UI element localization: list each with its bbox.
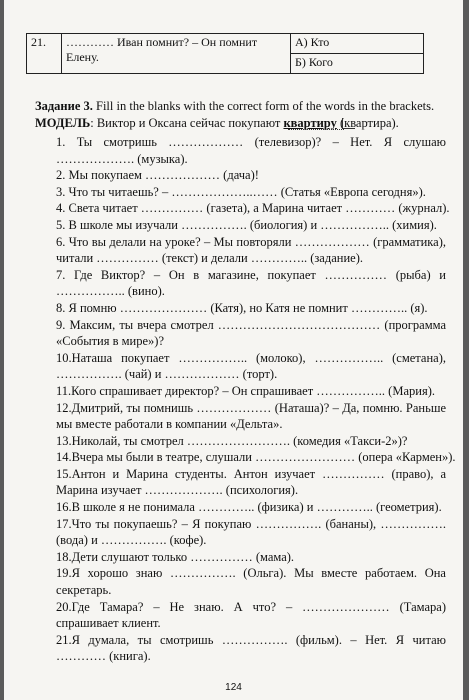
list-item: 5. В школе мы изучали ……………. (биология) и …………….. (химия). — [56, 217, 437, 232]
list-item: 12.Дмитрий, ты помнишь ……………… (Наташа)? – Да, помню. Раньше мы вместе работали в компании «Дельта». — [56, 400, 446, 432]
list-item: 16.В школе я не понимала ………….. (физика) и ………….. (геометрия). — [56, 500, 442, 515]
table-row — [27, 34, 424, 54]
list-item: 21.Я думала, ты смотришь ……………. (фильм). – Нет. Я читаю ………… (книга). — [56, 632, 446, 664]
model-label: МОДЕЛЬ — [35, 116, 91, 130]
task-instruction: Fill in the blanks with the correct form of the words in the brackets. — [96, 99, 435, 113]
list-item: 9. Максим, ты вчера смотрел ………………………………… (программа «События в мире»)? — [56, 317, 446, 349]
textbook-page — [4, 0, 463, 700]
task-heading — [35, 98, 445, 132]
question-number: 21. — [27, 34, 62, 74]
model-arrow-icon — [342, 118, 355, 129]
task-title-line — [35, 98, 445, 115]
list-item: 4. Света читает …………… (газета), а Марина читает ………… (журнал). — [56, 201, 450, 216]
page-number: 124 — [225, 682, 242, 693]
option-a: А) Кто — [291, 34, 424, 54]
exercise-list — [56, 134, 456, 665]
list-item: 14.Вчера мы были в театре, слушали …………………… (опера «Кармен»). — [56, 450, 456, 465]
list-item: 19.Я хорошо знаю ……………. (Ольга). Мы вместе работаем. Она секретарь. — [56, 566, 446, 598]
option-b: Б) Кого — [291, 54, 424, 74]
list-item: 2. Мы покупаем ……………… (дача)! — [56, 168, 259, 183]
model-dotted-underline — [288, 129, 344, 130]
model-line — [35, 115, 445, 132]
task-title: Задание 3. — [35, 99, 93, 113]
list-item: 13.Николай, ты смотрел ……………………. (комедия «Такси-2»)? — [56, 433, 408, 448]
list-item: 6. Что вы делали на уроке? – Мы повторяли ……………… (грамматика), читали …………… (текст) и делали ………….. (задание). — [56, 234, 446, 266]
model-answer: квартиру — [283, 116, 337, 130]
list-item: 10.Наташа покупает …………….. (молоко), …………….. (сметана), ……………. (чай) и ……………… (торт). — [56, 350, 446, 382]
list-item: 11.Кого спрашивает директор? – Он спрашивает …………….. (Мария). — [56, 383, 435, 398]
answer-table — [26, 33, 424, 74]
model-text-before: : Виктор и Оксана сейчас покупают — [90, 116, 284, 130]
list-item: 17.Что ты покупаешь? – Я покупаю ……………. (бананы), ……………. (вода) и ……………. (кофе). — [56, 516, 446, 548]
question-text: ………… Иван помнит? – Он помнит Елену. — [62, 34, 291, 74]
list-item: 18.Дети слушают только …………… (мама). — [56, 549, 295, 564]
list-item: 20.Где Тамара? – Не знаю. А что? – ………………… (Тамара) спрашивает клиент. — [56, 599, 446, 631]
model-text-after: (квартира). — [336, 116, 399, 130]
list-item: 3. Что ты читаешь? – ………………..…… (Статья «Европа сегодня»). — [56, 184, 426, 199]
list-item: 8. Я помню ………………… (Катя), но Катя не помнит ………….. (я). — [56, 300, 428, 315]
list-item: 15.Антон и Марина студенты. Антон изучает …………… (право), а Марина изучает ………………. (психология). — [56, 466, 446, 498]
list-item: 7. Где Виктор? – Он в магазине, покупает …………… (рыба) и …………….. (вино). — [56, 267, 446, 299]
list-item: 1. Ты смотришь ……………… (телевизор)? – Нет. Я слушаю ………………. (музыка). — [56, 135, 446, 166]
